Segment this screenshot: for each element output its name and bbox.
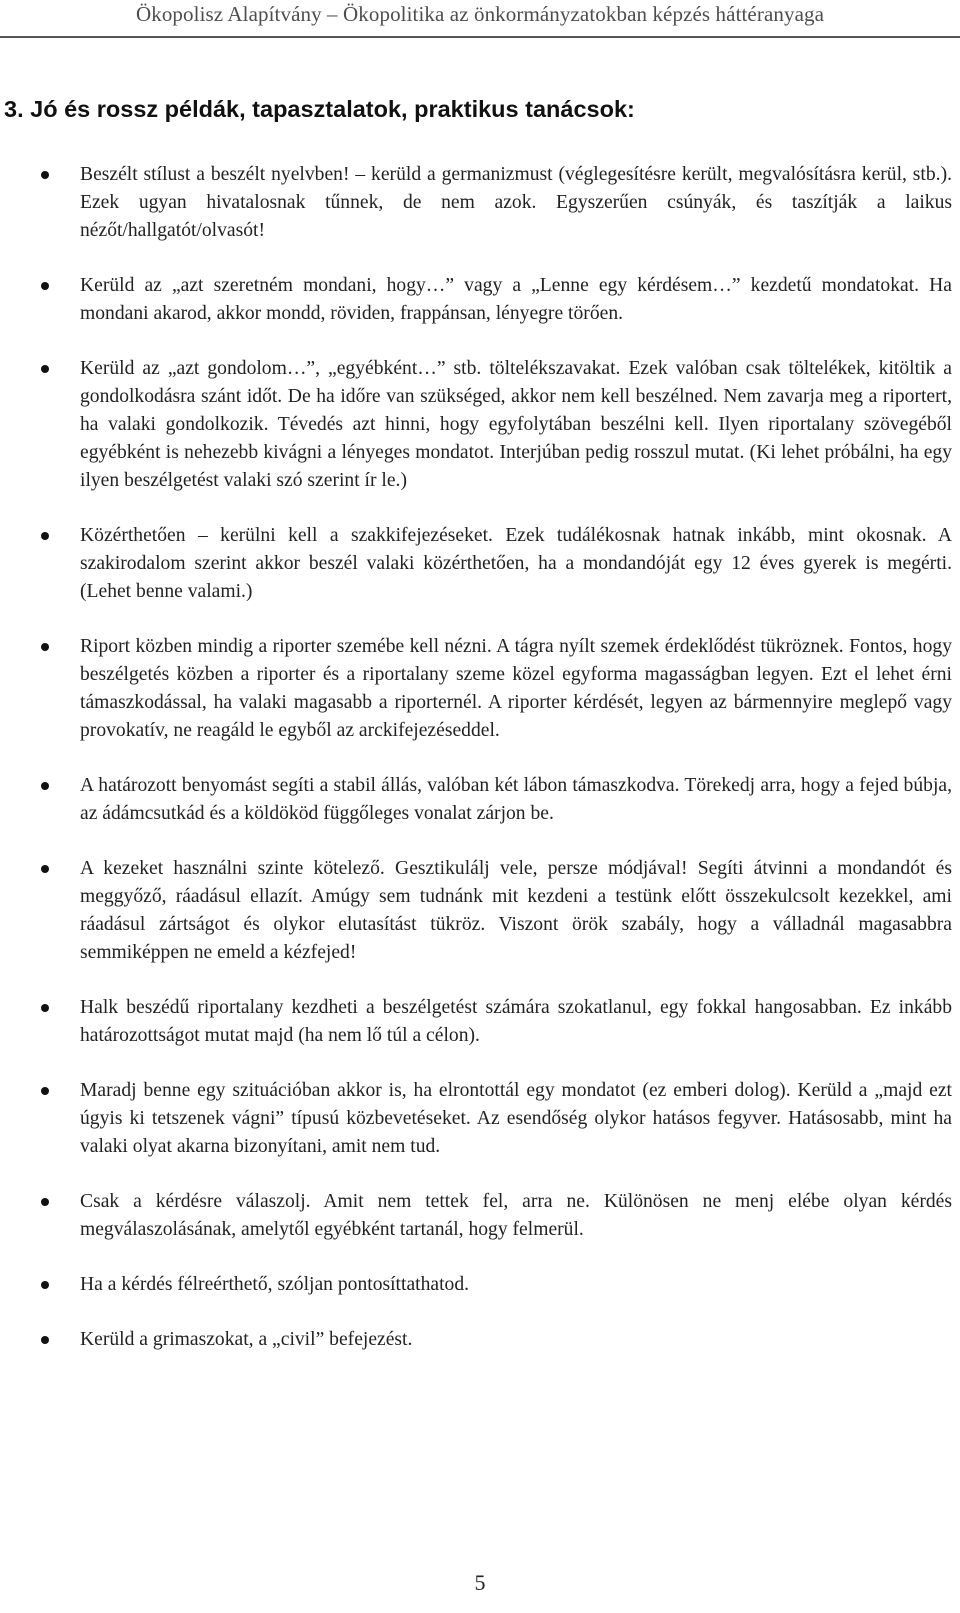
list-item bbox=[0, 1326, 880, 1354]
tip-text: Közérthetően – kerülni kell a szakkifejezéseket. Ezek tudálékosnak hatnak inkább, mint okosnak. A szakirodalom szerint akkor beszél valaki közérthetően, ha a mondandóját egy 12 éves gyerek is megérti. (Lehet benne valami.) bbox=[80, 525, 952, 602]
bullet-icon bbox=[41, 1198, 49, 1206]
list-item bbox=[0, 272, 952, 328]
list-item bbox=[0, 772, 952, 828]
bullet-icon bbox=[41, 865, 49, 873]
header-divider bbox=[0, 36, 960, 38]
bullet-icon bbox=[41, 365, 49, 373]
tip-text: Kerüld a grimaszokat, a „civil” befejezést. bbox=[80, 1329, 413, 1350]
tip-text: Maradj benne egy szituációban akkor is, ha elrontottál egy mondatot (ez emberi dolog). Kerüld a „majd ezt úgyis ki tetszenek vágni” típusú közbevetéseket. Az esendőség olykor hatásos fegyver. Hatásosabb, mint ha valaki olyat akarna bizonyítani, amit nem tud. bbox=[80, 1080, 952, 1157]
tip-text: Beszélt stílust a beszélt nyelvben! – kerüld a germanizmust (véglegesítésre került, megvalósításra kerül, stb.). Ezek ugyan hivatalosnak tűnnek, de nem azok. Egyszerűen csúnyák, és taszítják a laikus nézőt/hallgatót/olvasót! bbox=[80, 164, 952, 241]
page-number: 5 bbox=[474, 1570, 486, 1595]
bullet-icon bbox=[41, 171, 49, 179]
list-item bbox=[0, 522, 952, 606]
running-header: Ökopolisz Alapítvány – Ökopolitika az önkormányzatokban képzés háttéranyaga bbox=[135, 2, 825, 26]
tip-text: Halk beszédű riportalany kezdheti a beszélgetést számára szokatlanul, egy fokkal hangosabban. Ez inkább határozottságot mutat majd (ha nem lő túl a célon). bbox=[80, 997, 952, 1046]
tip-text: Kerüld az „azt gondolom…”, „egyébként…” stb. töltelékszavakat. Ezek valóban csak töltelékek, kitöltik a gondolkodásra szánt időt. De ha időre van szükséged, akkor nem kell beszélned. Nem zavarja meg a riportert, ha valaki gondolkozik. Tévedés azt hinni, hogy egyfolytában beszélni kell. Ilyen riportalany szövegéből egyébként is nehezebb kivágni a lényeges mondatot. Interjúban pedig rosszul mutat. (Ki lehet próbálni, ha egy ilyen beszélgetést valaki szó szerint ír le.) bbox=[80, 358, 952, 491]
list-item bbox=[0, 1188, 952, 1244]
tip-text: A határozott benyomást segíti a stabil állás, valóban két lábon támaszkodva. Törekedj arra, hogy a fejed búbja, az ádámcsutkád és a köldököd függőleges vonalat zárjon be. bbox=[80, 775, 952, 824]
tips-list bbox=[0, 161, 960, 1354]
bullet-icon bbox=[41, 532, 49, 540]
list-item bbox=[0, 1271, 880, 1299]
tip-text: Kerüld az „azt szeretném mondani, hogy…” vagy a „Lenne egy kérdésem…” kezdetű mondatokat. Ha mondani akarod, akkor mondd, röviden, frappánsan, lényegre törően. bbox=[80, 275, 952, 324]
list-item bbox=[0, 355, 952, 495]
list-item bbox=[0, 633, 952, 745]
bullet-icon bbox=[41, 282, 49, 290]
tip-text: A kezeket használni szinte kötelező. Gesztikulálj vele, persze módjával! Segíti átvinni a mondandót és meggyőző, ráadásul ellazít. Amúgy sem tudnánk mit kezdeni a testünk előtt összekulcsolt kezekkel, ami ráadásul zártságot és olykor elutasítást tükröz. Viszont örök szabály, hogy a válladnál magasabbra semmiképpen ne emeld a kézfejed! bbox=[80, 858, 952, 963]
tip-text: Riport közben mindig a riporter szemébe kell nézni. A tágra nyílt szemek érdeklődést tükröznek. Fontos, hogy beszélgetés közben a riporter és a riportalany szeme közel egyforma magasságban legyen. Ezt el lehet érni támaszkodással, ha valaki magasabb a riporternél. A riporter kérdését, legyen az bármennyire meglepő vagy provokatív, ne reagáld le egyből az arckifejezéseddel. bbox=[80, 636, 952, 741]
list-item bbox=[0, 1077, 952, 1161]
bullet-icon bbox=[41, 1336, 49, 1344]
bullet-icon bbox=[41, 1087, 49, 1095]
section-heading: 3. Jó és rossz példák, tapasztalatok, praktikus tanácsok: bbox=[4, 96, 635, 122]
tip-text: Csak a kérdésre válaszolj. Amit nem tettek fel, arra ne. Különösen ne menj elébe olyan kérdés megválaszolásának, amelytől egyébként tartanál, hogy felmerül. bbox=[80, 1191, 952, 1240]
tip-text: Ha a kérdés félreérthető, szóljan pontosíttathatod. bbox=[80, 1274, 470, 1295]
list-item bbox=[0, 855, 952, 967]
bullet-icon bbox=[41, 1004, 49, 1012]
list-item bbox=[0, 161, 952, 245]
bullet-icon bbox=[41, 643, 49, 651]
bullet-icon bbox=[41, 1281, 49, 1289]
bullet-icon bbox=[41, 782, 49, 790]
list-item bbox=[0, 994, 952, 1050]
